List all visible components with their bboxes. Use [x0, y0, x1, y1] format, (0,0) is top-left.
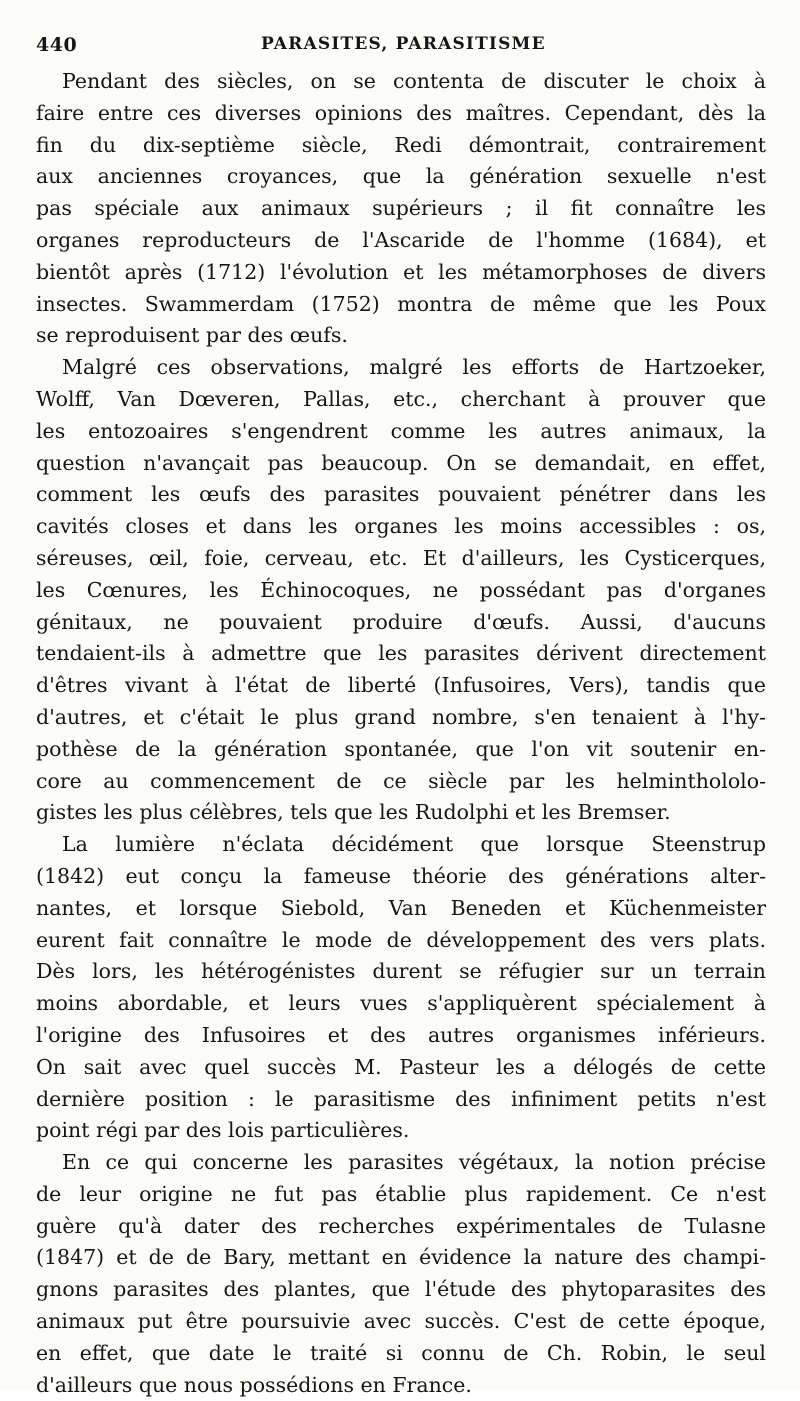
text-line: animaux put être poursuivie avec succès. C'est de cette époque, — [36, 1309, 766, 1334]
text-line: faire entre ces diverses opinions des maîtres. Cependant, dès la — [36, 100, 766, 125]
text-line: En ce qui concerne les parasites végétaux, la notion précise — [62, 1150, 766, 1175]
text-line: de leur origine ne fut pas établie plus rapidement. Ce n'est — [36, 1181, 766, 1206]
page-number: 440 — [36, 34, 78, 56]
text-line: moins abordable, et leurs vues s'appliquèrent spécialement à — [36, 991, 766, 1016]
text-line: core au commencement de ce siècle par les helminthololo- — [36, 768, 766, 793]
text-line: gistes les plus célèbres, tels que les Rudolphi et les Bremser. — [36, 800, 671, 825]
text-line: pas spéciale aux animaux supérieurs ; il fit connaître les — [36, 196, 766, 221]
text-line: gnons parasites des plantes, que l'étude des phytoparasites des — [36, 1277, 766, 1302]
paragraph — [36, 1147, 766, 1401]
text-line: comment les œufs des parasites pouvaient pénétrer dans les — [36, 482, 766, 507]
text-line: tendaient-ils à admettre que les parasites dérivent directement — [36, 641, 766, 666]
text-line: Wolff, Van Dœveren, Pallas, etc., cherchant à prouver que — [36, 386, 766, 411]
text-line: (1842) eut conçu la fameuse théorie des générations alter- — [36, 863, 766, 888]
text-line: fin du dix-septième siècle, Redi démontrait, contrairement — [36, 132, 766, 157]
text-line: guère qu'à dater des recherches expérimentales de Tulasne — [36, 1213, 766, 1238]
text-line: insectes. Swammerdam (1752) montra de même que les Poux — [36, 291, 766, 316]
text-line: La lumière n'éclata décidément que lorsque Steenstrup — [62, 832, 766, 857]
text-line: l'origine des Infusoires et des autres organismes inférieurs. — [36, 1022, 766, 1047]
text-line: (1847) et de de Bary, mettant en évidence la nature des champi- — [36, 1245, 766, 1270]
text-line: d'ailleurs que nous possédions en France. — [36, 1372, 472, 1397]
text-line: bientôt après (1712) l'évolution et les métamorphoses de divers — [36, 259, 766, 284]
paragraph — [36, 352, 766, 829]
text-line: Pendant des siècles, on se contenta de discuter le choix à — [62, 69, 766, 93]
text-line: séreuses, œil, foie, cerveau, etc. Et d'ailleurs, les Cysticerques, — [36, 545, 766, 570]
text-line: les Cœnures, les Échinocoques, ne possédant pas d'organes — [36, 577, 766, 602]
text-line: Malgré ces observations, malgré les efforts de Hartzoeker, — [62, 355, 766, 380]
text-line: point régi par des lois particulières. — [36, 1118, 410, 1143]
text-line: cavités closes et dans les organes les moins accessibles : os, — [36, 514, 766, 539]
body-text — [36, 66, 766, 1401]
text-line: d'autres, et c'était le plus grand nombre, s'en tenaient à l'hy- — [36, 704, 766, 729]
text-line: question n'avançait pas beaucoup. On se demandait, en effet, — [36, 450, 766, 475]
paragraph — [36, 66, 766, 352]
text-line: dernière position : le parasitisme des infiniment petits n'est — [36, 1086, 766, 1111]
text-line: organes reproducteurs de l'Ascaride de l'homme (1684), et — [36, 227, 766, 252]
text-line: en effet, que date le traité si connu de Ch. Robin, le seul — [36, 1340, 766, 1365]
running-title: PARASITES, PARASITISME — [261, 34, 546, 54]
running-header — [36, 34, 766, 64]
text-line: les entozoaires s'engendrent comme les autres animaux, la — [36, 418, 766, 443]
text-line: d'êtres vivant à l'état de liberté (Infusoires, Vers), tandis que — [36, 673, 766, 698]
text-line: aux anciennes croyances, que la génération sexuelle n'est — [36, 164, 766, 189]
text-line: nantes, et lorsque Siebold, Van Beneden et Küchenmeister — [36, 895, 766, 920]
text-line: eurent fait connaître le mode de développement des vers plats. — [36, 927, 766, 952]
text-line: On sait avec quel succès M. Pasteur les a délogés de cette — [36, 1054, 766, 1079]
text-line: pothèse de la génération spontanée, que l'on vit soutenir en- — [36, 736, 766, 761]
paragraph — [36, 829, 766, 1147]
text-line: se reproduisent par des œufs. — [36, 323, 348, 348]
text-line: génitaux, ne pouvaient produire d'œufs. Aussi, d'aucuns — [36, 609, 766, 634]
text-line: Dès lors, les hétérogénistes durent se réfugier sur un terrain — [36, 959, 766, 984]
